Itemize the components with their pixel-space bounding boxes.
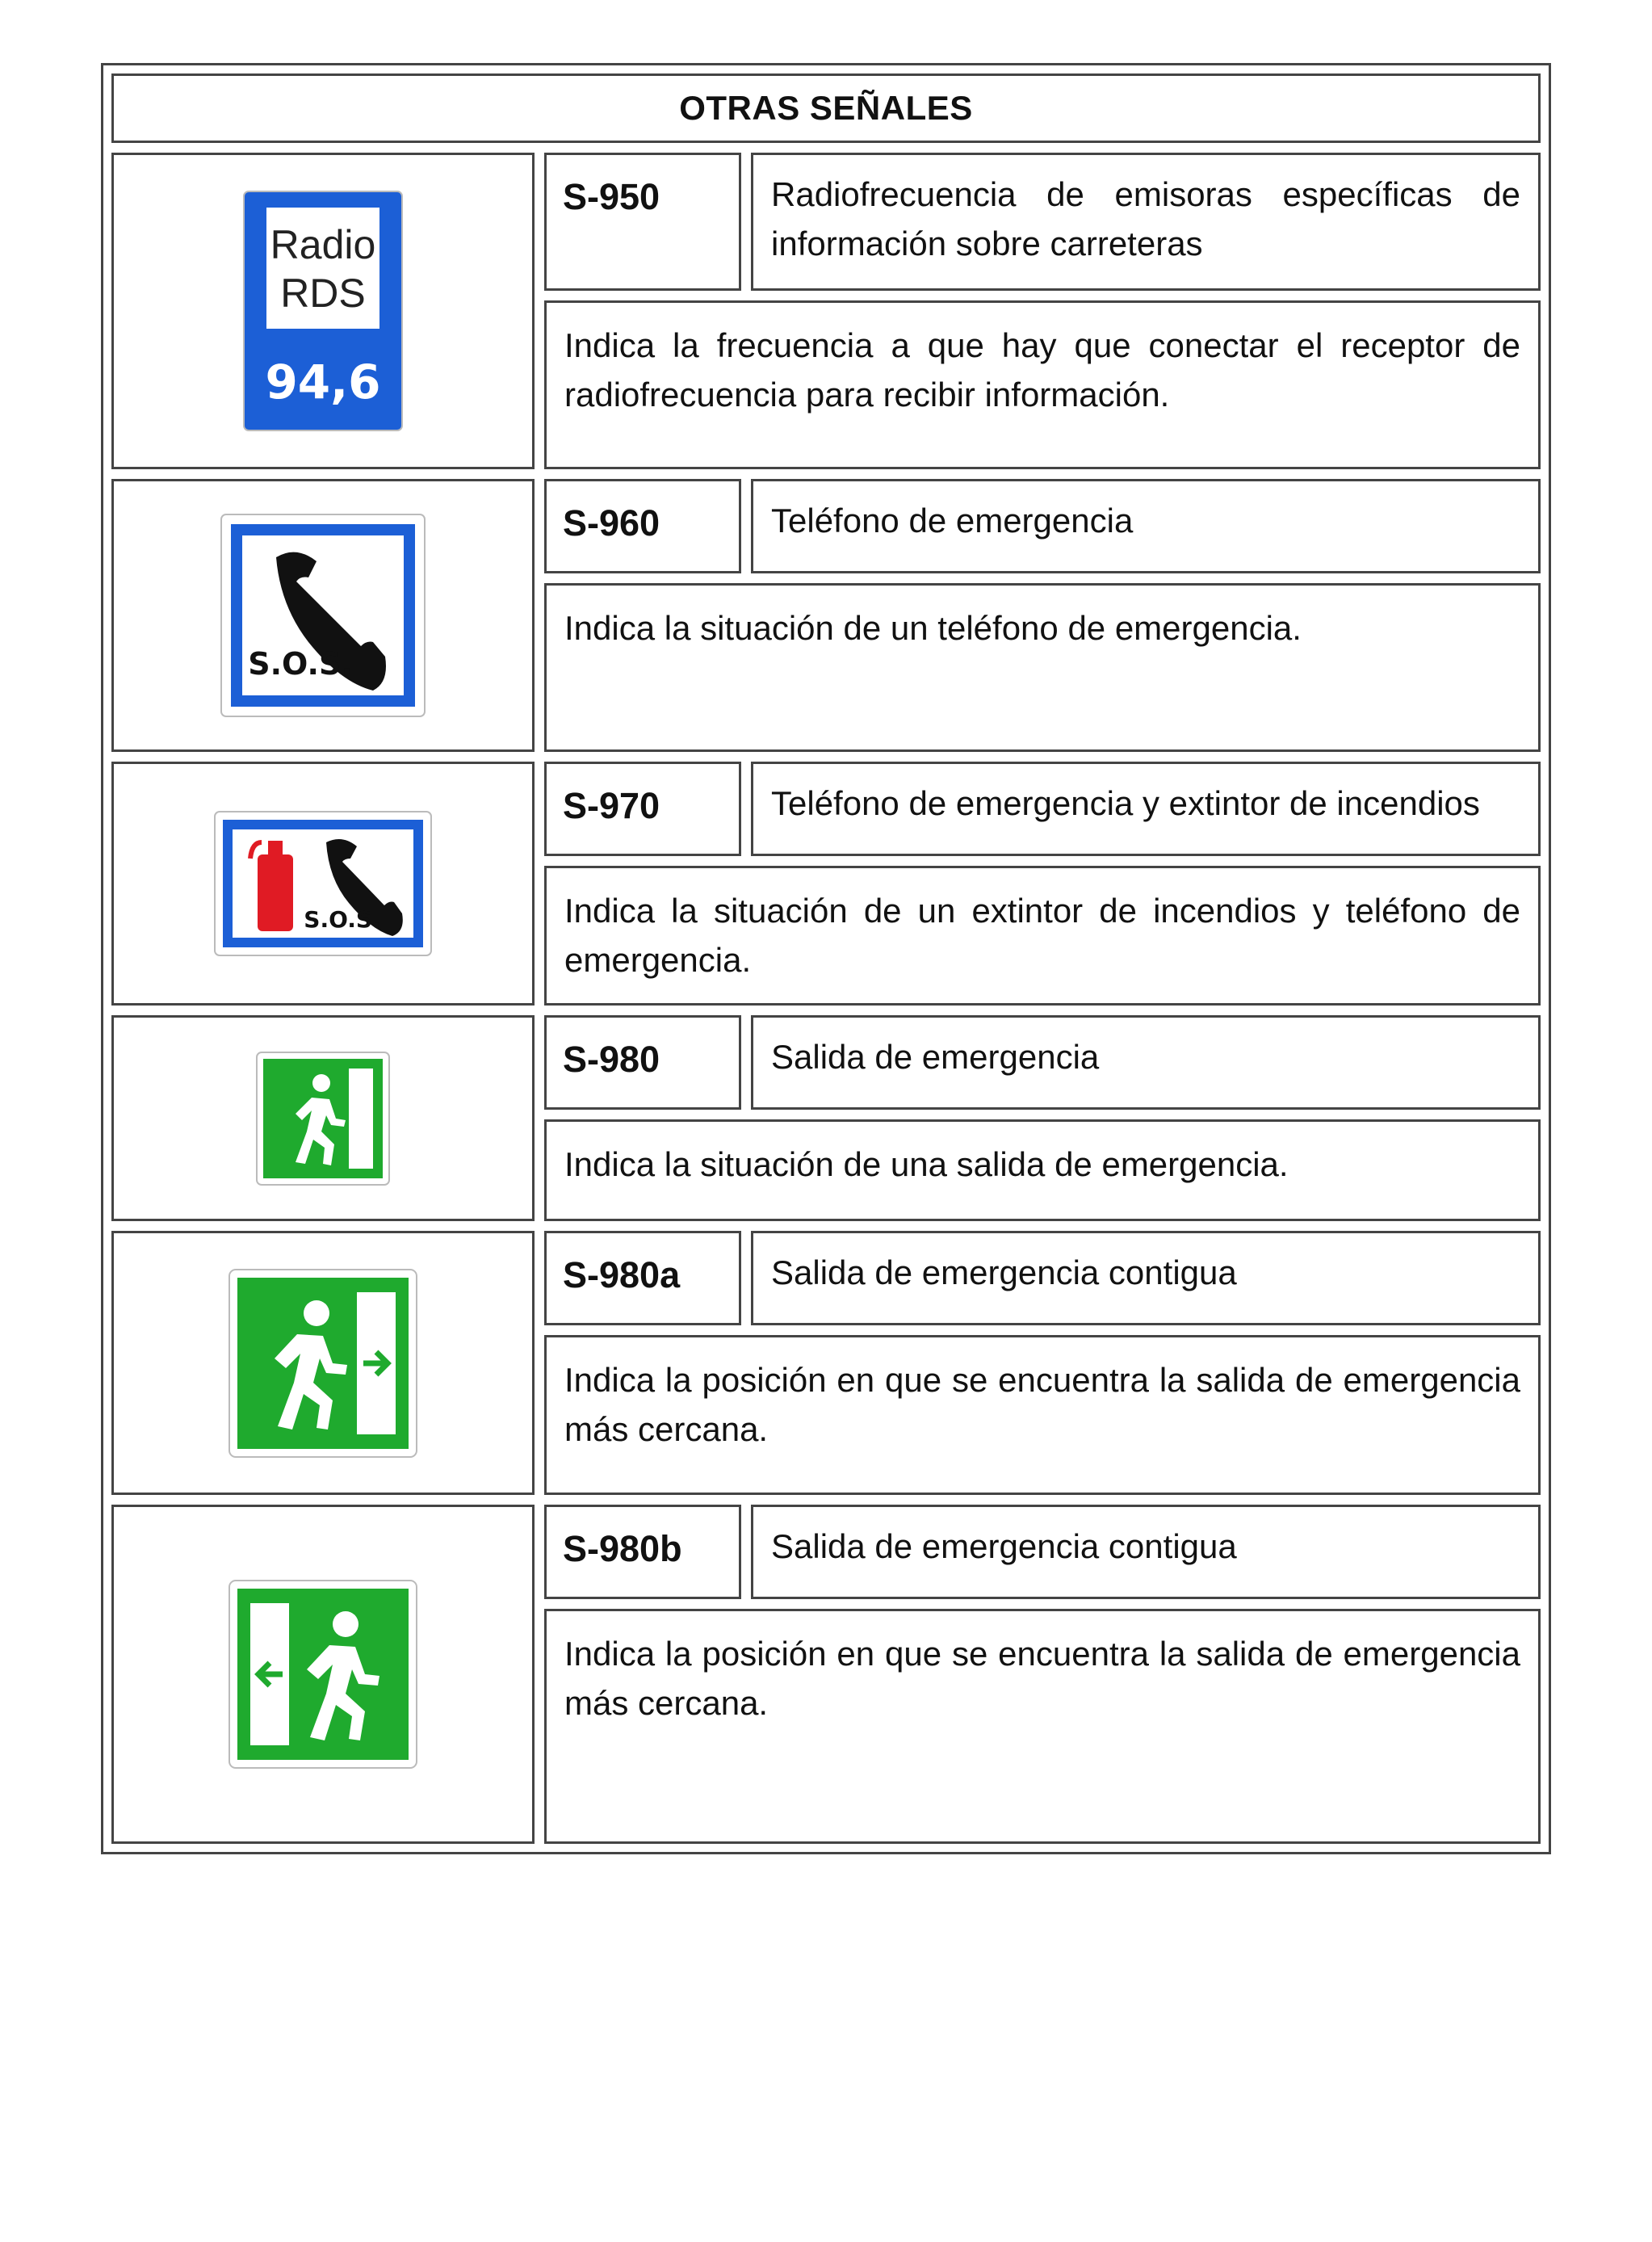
emergency-exit-left-sign-icon	[228, 1579, 418, 1770]
sign-image-cell	[111, 762, 535, 1006]
sign-name: Teléfono de emergencia	[751, 479, 1541, 573]
sign-description: Indica la situación de una salida de emergencia.	[544, 1119, 1541, 1221]
sign-code: S-960	[544, 479, 741, 573]
sign-name: Radiofrecuencia de emisoras específicas de información sobre carreteras	[751, 153, 1541, 291]
emergency-exit-sign-icon	[255, 1051, 391, 1186]
sign-text-rds: RDS	[280, 271, 366, 316]
emergency-exit-right-sign-icon	[228, 1268, 418, 1459]
radio-rds-sign-icon	[242, 190, 404, 432]
extinguisher-telephone-sign-icon	[213, 810, 433, 957]
sign-name: Salida de emergencia contigua	[751, 1231, 1541, 1325]
sign-image-cell	[111, 1505, 535, 1844]
sign-code: S-950	[544, 153, 741, 291]
sign-description: Indica la situación de un extintor de incendios y teléfono de emergencia.	[544, 866, 1541, 1006]
table-title: OTRAS SEÑALES	[111, 73, 1541, 143]
sign-code: S-980	[544, 1015, 741, 1110]
sign-image-cell	[111, 1231, 535, 1495]
sign-name: Salida de emergencia	[751, 1015, 1541, 1110]
sign-description: Indica la situación de un teléfono de emergencia.	[544, 583, 1541, 752]
sign-name: Salida de emergencia contigua	[751, 1505, 1541, 1599]
sign-image-cell	[111, 479, 535, 752]
sign-text-sos: S.O.S.	[304, 906, 381, 933]
sign-image-cell	[111, 1015, 535, 1221]
sign-text-radio: Radio	[270, 222, 376, 267]
sos-telephone-sign-icon	[220, 513, 426, 718]
sign-description: Indica la frecuencia a que hay que conectar el receptor de radiofrecuencia para recibir información.	[544, 300, 1541, 469]
sign-description: Indica la posición en que se encuentra la salida de emergencia más cercana.	[544, 1609, 1541, 1844]
sign-name: Teléfono de emergencia y extintor de incendios	[751, 762, 1541, 856]
sign-image-cell	[111, 153, 535, 469]
sign-text-sos: S.O.S.	[248, 646, 353, 682]
sign-description: Indica la posición en que se encuentra la salida de emergencia más cercana.	[544, 1335, 1541, 1495]
sign-code: S-970	[544, 762, 741, 856]
sign-text-frequency: 94,6	[265, 355, 381, 409]
sign-code: S-980b	[544, 1505, 741, 1599]
sign-code: S-980a	[544, 1231, 741, 1325]
